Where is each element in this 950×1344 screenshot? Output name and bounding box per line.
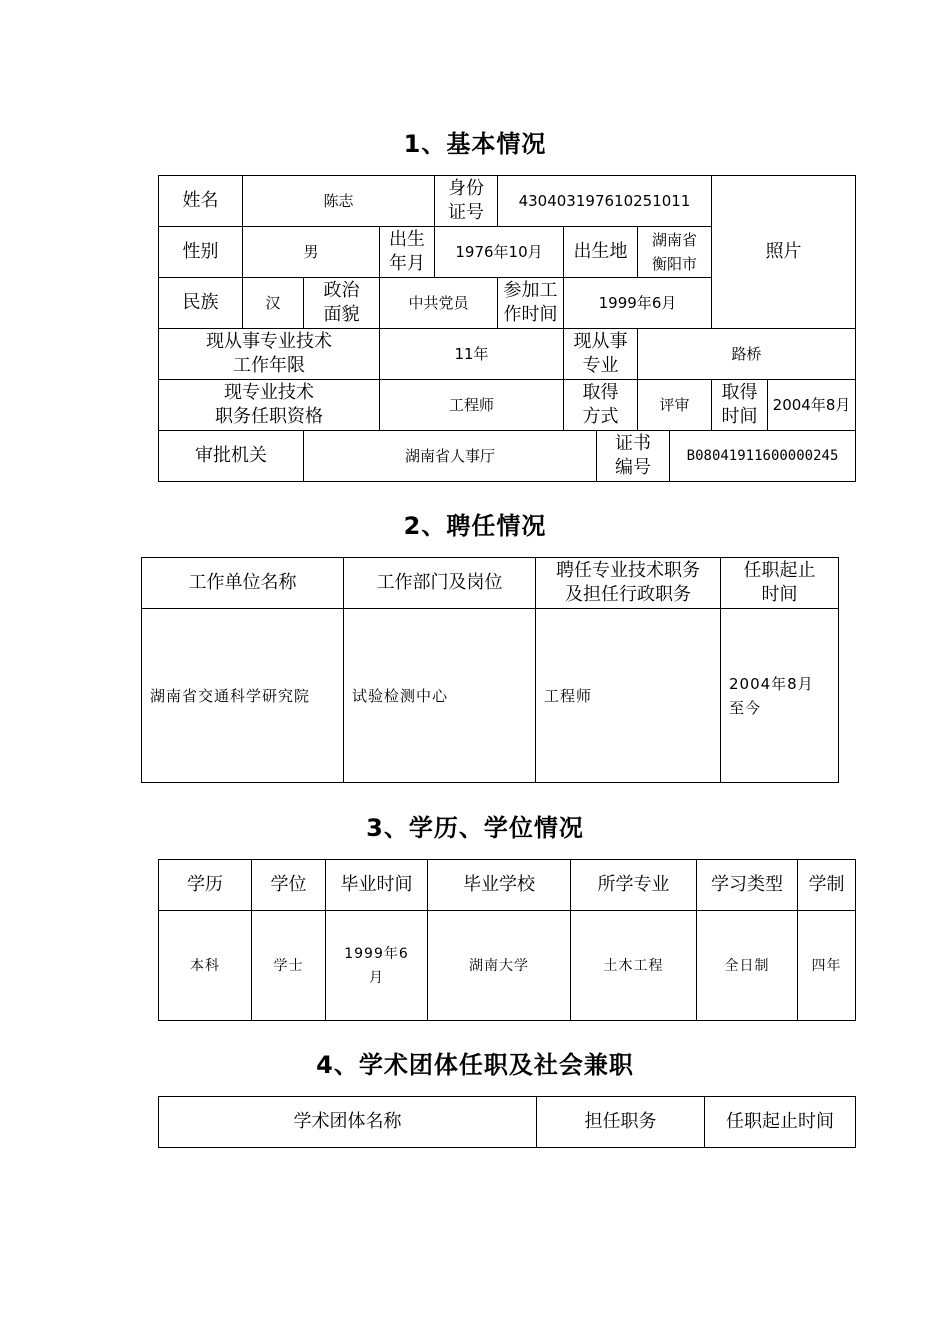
cert-label: 证书 编号 xyxy=(597,431,670,482)
years-value: 11年 xyxy=(380,329,564,380)
header-duration: 学制 xyxy=(798,860,856,911)
position-value: 工程师 xyxy=(536,609,721,783)
work-start-label: 参加工 作时间 xyxy=(498,278,564,329)
header-employer: 工作单位名称 xyxy=(142,558,344,609)
appointment-table xyxy=(141,557,839,783)
term-value: 2004年8月 至今 xyxy=(721,609,839,783)
obtain-time-label: 取得 时间 xyxy=(712,380,768,431)
gender-label: 性别 xyxy=(159,227,243,278)
header-study-type: 学习类型 xyxy=(697,860,798,911)
education-table xyxy=(158,859,856,1021)
basic-info-table xyxy=(158,175,856,482)
header-society-role: 担任职务 xyxy=(537,1097,705,1148)
birthplace-label: 出生地 xyxy=(564,227,638,278)
id-label: 身份 证号 xyxy=(435,176,498,227)
header-degree: 学位 xyxy=(252,860,326,911)
section2-title: 2、聘任情况 xyxy=(403,512,547,540)
school-value: 湖南大学 xyxy=(428,911,571,1021)
duration-value: 四年 xyxy=(798,911,856,1021)
header-grad-time: 毕业时间 xyxy=(326,860,428,911)
header-society-term: 任职起止时间 xyxy=(705,1097,856,1148)
header-position: 聘任专业技术职务 及担任行政职务 xyxy=(536,558,721,609)
ethnicity-value: 汉 xyxy=(243,278,304,329)
header-education: 学历 xyxy=(159,860,252,911)
header-major: 所学专业 xyxy=(571,860,697,911)
qualification-value: 工程师 xyxy=(380,380,564,431)
authority-value: 湖南省人事厅 xyxy=(304,431,597,482)
method-value: 评审 xyxy=(638,380,712,431)
header-school: 毕业学校 xyxy=(428,860,571,911)
header-term: 任职起止 时间 xyxy=(721,558,839,609)
authority-label: 审批机关 xyxy=(159,431,304,482)
study-type-value: 全日制 xyxy=(697,911,798,1021)
politics-value: 中共党员 xyxy=(380,278,498,329)
header-department: 工作部门及岗位 xyxy=(344,558,536,609)
employer-value: 湖南省交通科学研究院 xyxy=(142,609,344,783)
name-label: 姓名 xyxy=(159,176,243,227)
gender-value: 男 xyxy=(243,227,380,278)
ethnicity-label: 民族 xyxy=(159,278,243,329)
method-label: 取得 方式 xyxy=(564,380,638,431)
obtain-time-value: 2004年8月 xyxy=(768,380,856,431)
photo-cell: 照片 xyxy=(712,176,856,329)
name-value: 陈志 xyxy=(243,176,435,227)
cert-number-value: B08041911600000245 xyxy=(670,431,856,482)
major-value: 路桥 xyxy=(638,329,856,380)
academic-society-table xyxy=(158,1096,856,1148)
section1-title: 1、基本情况 xyxy=(403,130,547,158)
id-number-value: 430403197610251011 xyxy=(498,176,712,227)
birth-value: 1976年10月 xyxy=(435,227,564,278)
qualification-label: 现专业技术 职务任职资格 xyxy=(159,380,380,431)
work-start-value: 1999年6月 xyxy=(564,278,712,329)
section4-title: 4、学术团体任职及社会兼职 xyxy=(316,1051,634,1079)
years-label: 现从事专业技术 工作年限 xyxy=(159,329,380,380)
birth-label: 出生 年月 xyxy=(380,227,435,278)
birthplace-value: 湖南省 衡阳市 xyxy=(638,227,712,278)
degree-value: 学士 xyxy=(252,911,326,1021)
major-label: 现从事 专业 xyxy=(564,329,638,380)
major-studied-value: 土木工程 xyxy=(571,911,697,1021)
politics-label: 政治 面貌 xyxy=(304,278,380,329)
grad-time-value: 1999年6 月 xyxy=(326,911,428,1021)
header-society-name: 学术团体名称 xyxy=(159,1097,537,1148)
department-value: 试验检测中心 xyxy=(344,609,536,783)
section3-title: 3、学历、学位情况 xyxy=(366,814,584,842)
education-value: 本科 xyxy=(159,911,252,1021)
